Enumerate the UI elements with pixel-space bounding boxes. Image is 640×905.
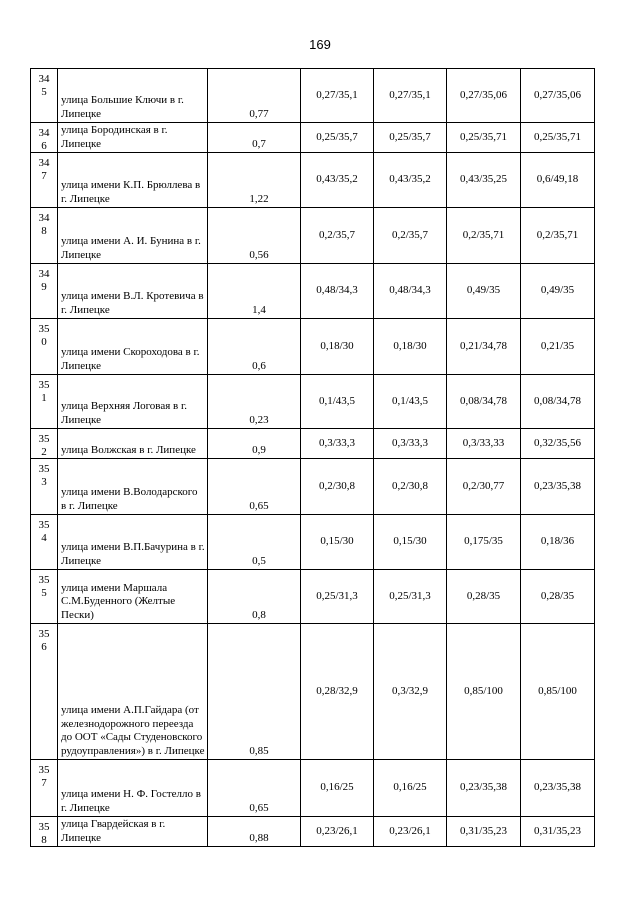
street-name: улица Большие Ключи в г. Липецке (58, 69, 208, 123)
street-name: улица имени В.Володарского в г. Липецке (58, 459, 208, 515)
row-number (31, 153, 58, 208)
row-number (31, 515, 58, 570)
row-number-part-1: 34 (38, 73, 50, 85)
table-row (31, 375, 595, 429)
row-number (31, 459, 58, 515)
street-name: улица имени К.П. Брюллева в г. Липецке (58, 153, 208, 208)
value-cell: 0,49/35 (447, 264, 521, 319)
value-cell: 0,25/35,71 (447, 123, 521, 153)
value-cell: 0,23/35,38 (521, 760, 595, 817)
row-number (31, 429, 58, 459)
table-row (31, 208, 595, 264)
value-cell: 0,3/33,3 (301, 429, 374, 459)
value-cell: 0,27/35,06 (521, 69, 595, 123)
value-cell: 0,18/36 (521, 515, 595, 570)
row-number-part-1: 34 (38, 157, 50, 169)
value-cell: 0,25/31,3 (301, 570, 374, 624)
value-cell: 0,6/49,18 (521, 153, 595, 208)
street-name: улица имени А. И. Бунина в г. Липецке (58, 208, 208, 264)
row-number-part-2: 6 (41, 139, 47, 152)
value-cell: 0,25/35,71 (521, 123, 595, 153)
value-cell: 0,25/35,7 (301, 123, 374, 153)
value-cell: 0,2/35,71 (447, 208, 521, 264)
row-number-part-2: 2 (41, 445, 47, 458)
value-cell: 0,15/30 (301, 515, 374, 570)
value-cell: 0,08/34,78 (521, 375, 595, 429)
row-number-part-1: 35 (38, 463, 50, 475)
value-cell: 0,15/30 (374, 515, 447, 570)
value-cell: 0,48/34,3 (374, 264, 447, 319)
table-row (31, 429, 595, 459)
row-number (31, 624, 58, 760)
street-name: улица Волжская в г. Липецке (58, 429, 208, 459)
street-name: улица имени А.П.Гайдара (от железнодорожного переезда до ООТ «Сады Студеновского рудоуправления») в г. Липецке (58, 624, 208, 760)
value-cell: 0,23/26,1 (374, 817, 447, 847)
row-number-part-1: 34 (38, 268, 50, 280)
road-length: 0,65 (208, 760, 301, 817)
value-cell: 0,31/35,23 (447, 817, 521, 847)
street-name: улица имени Н. Ф. Гостелло в г. Липецке (58, 760, 208, 817)
value-cell: 0,85/100 (447, 624, 521, 760)
value-cell: 0,28/35 (521, 570, 595, 624)
value-cell: 0,43/35,25 (447, 153, 521, 208)
value-cell: 0,3/32,9 (374, 624, 447, 760)
row-number-part-1: 35 (38, 519, 50, 531)
road-length: 0,65 (208, 459, 301, 515)
row-number-part-1: 35 (38, 764, 50, 776)
value-cell: 0,2/30,8 (301, 459, 374, 515)
row-number-part-1: 35 (38, 574, 50, 586)
value-cell: 0,3/33,33 (447, 429, 521, 459)
table-row (31, 760, 595, 817)
row-number-part-2: 4 (41, 531, 47, 544)
value-cell: 0,2/35,71 (521, 208, 595, 264)
value-cell: 0,2/30,77 (447, 459, 521, 515)
value-cell: 0,25/31,3 (374, 570, 447, 624)
row-number-part-2: 8 (41, 224, 47, 237)
row-number-part-2: 9 (41, 280, 47, 293)
road-length: 0,5 (208, 515, 301, 570)
value-cell: 0,27/35,1 (301, 69, 374, 123)
street-name: улица Верхняя Логовая в г. Липецке (58, 375, 208, 429)
value-cell: 0,3/33,3 (374, 429, 447, 459)
value-cell: 0,21/34,78 (447, 319, 521, 375)
street-name: улица Гвардейская в г. Липецке (58, 817, 208, 847)
value-cell: 0,16/25 (301, 760, 374, 817)
row-number-part-2: 7 (41, 169, 47, 182)
row-number (31, 123, 58, 153)
row-number (31, 208, 58, 264)
value-cell: 0,28/35 (447, 570, 521, 624)
value-cell: 0,31/35,23 (521, 817, 595, 847)
table-row (31, 624, 595, 760)
row-number-part-1: 35 (38, 379, 50, 391)
row-number (31, 570, 58, 624)
row-number (31, 817, 58, 847)
value-cell: 0,28/32,9 (301, 624, 374, 760)
table-row (31, 515, 595, 570)
road-length: 0,7 (208, 123, 301, 153)
road-length: 0,85 (208, 624, 301, 760)
value-cell: 0,16/25 (374, 760, 447, 817)
row-number (31, 319, 58, 375)
road-length: 0,23 (208, 375, 301, 429)
road-length: 0,56 (208, 208, 301, 264)
row-number (31, 69, 58, 123)
street-name: улица имени В.Л. Кротевича в г. Липецке (58, 264, 208, 319)
row-number-part-1: 35 (38, 433, 50, 445)
table-row (31, 123, 595, 153)
value-cell: 0,25/35,7 (374, 123, 447, 153)
row-number-part-2: 5 (41, 85, 47, 98)
road-length: 0,88 (208, 817, 301, 847)
value-cell: 0,43/35,2 (374, 153, 447, 208)
road-length: 0,8 (208, 570, 301, 624)
value-cell: 0,27/35,06 (447, 69, 521, 123)
value-cell: 0,18/30 (301, 319, 374, 375)
road-length: 1,4 (208, 264, 301, 319)
street-name: улица Бородинская в г. Липецке (58, 123, 208, 153)
value-cell: 0,2/35,7 (374, 208, 447, 264)
value-cell: 0,175/35 (447, 515, 521, 570)
row-number-part-1: 35 (38, 628, 50, 640)
table-row (31, 817, 595, 847)
street-name: улица имени Скороходова в г. Липецке (58, 319, 208, 375)
value-cell: 0,08/34,78 (447, 375, 521, 429)
row-number (31, 264, 58, 319)
road-length: 0,6 (208, 319, 301, 375)
row-number-part-1: 35 (38, 821, 50, 833)
value-cell: 0,23/35,38 (447, 760, 521, 817)
value-cell: 0,18/30 (374, 319, 447, 375)
row-number-part-1: 35 (38, 323, 50, 335)
value-cell: 0,48/34,3 (301, 264, 374, 319)
row-number-part-2: 7 (41, 776, 47, 789)
row-number-part-1: 34 (38, 127, 50, 139)
value-cell: 0,1/43,5 (374, 375, 447, 429)
road-length: 0,9 (208, 429, 301, 459)
value-cell: 0,2/30,8 (374, 459, 447, 515)
table-row (31, 459, 595, 515)
road-length: 0,77 (208, 69, 301, 123)
table-row (31, 570, 595, 624)
value-cell: 0,85/100 (521, 624, 595, 760)
row-number-part-1: 34 (38, 212, 50, 224)
value-cell: 0,43/35,2 (301, 153, 374, 208)
row-number-part-2: 5 (41, 586, 47, 599)
row-number-part-2: 6 (41, 640, 47, 653)
value-cell: 0,32/35,56 (521, 429, 595, 459)
value-cell: 0,1/43,5 (301, 375, 374, 429)
table-row (31, 69, 595, 123)
row-number-part-2: 1 (41, 391, 47, 404)
table-row (31, 264, 595, 319)
row-number-part-2: 8 (41, 833, 47, 846)
road-length: 1,22 (208, 153, 301, 208)
street-name: улица имени Маршала С.М.Буденного (Желтые Пески) (58, 570, 208, 624)
row-number-part-2: 0 (41, 335, 47, 348)
value-cell: 0,49/35 (521, 264, 595, 319)
value-cell: 0,2/35,7 (301, 208, 374, 264)
row-number-part-2: 3 (41, 475, 47, 488)
value-cell: 0,23/35,38 (521, 459, 595, 515)
table-body (31, 69, 595, 847)
value-cell: 0,27/35,1 (374, 69, 447, 123)
row-number (31, 760, 58, 817)
roads-table (30, 68, 595, 847)
street-name: улица имени В.П.Бачурина в г. Липецке (58, 515, 208, 570)
table-row (31, 153, 595, 208)
row-number (31, 375, 58, 429)
value-cell: 0,23/26,1 (301, 817, 374, 847)
value-cell: 0,21/35 (521, 319, 595, 375)
page-number: 169 (309, 37, 331, 52)
table-row (31, 319, 595, 375)
